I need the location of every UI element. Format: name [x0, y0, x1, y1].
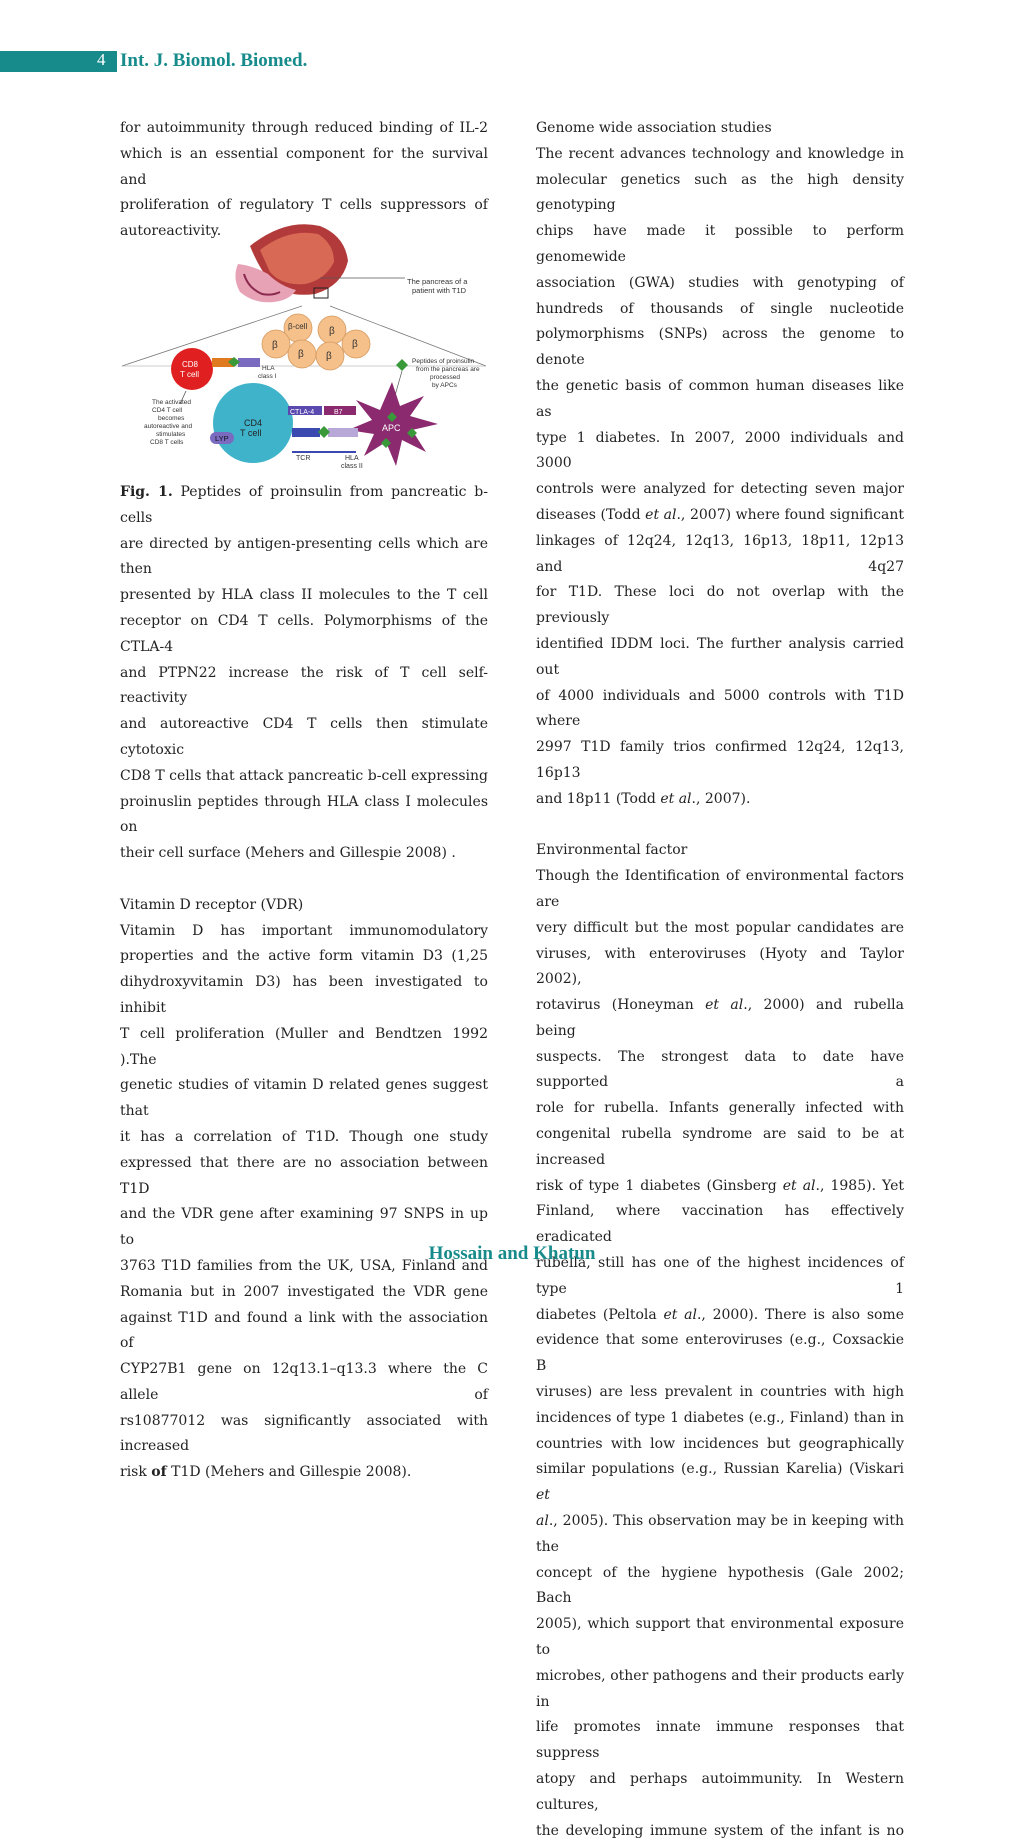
peptides-label: from the pancreas are — [416, 366, 480, 373]
caption-line: are directed by antigen-presenting cells which are then — [120, 535, 488, 578]
peptides-label: by APCs — [432, 382, 457, 389]
text-line: linkages of 12q24, 12q13, 16p13, 18p11, 12p13 and 4q27 — [536, 532, 904, 575]
pancreas-label: The pancreas of a — [407, 277, 468, 286]
text-line: incidences of type 1 diabetes (e.g., Finland) than in — [536, 1409, 904, 1426]
beta-label: β — [272, 340, 278, 351]
text-line: viruses, with enteroviruses (Hyoty and Taylor 2002), — [536, 945, 904, 988]
text-line: dihydroxyvitamin D3) has been investigated to inhibit — [120, 974, 488, 1016]
apc-label: APC — [382, 423, 401, 433]
hla1-label: class I — [258, 373, 277, 380]
text-line: polymorphisms (SNPs) across the genome to denote — [536, 326, 904, 369]
text-line: it has a correlation of T1D. Though one study — [120, 1128, 488, 1145]
text-line: molecular genetics such as the high density genotyping — [536, 171, 904, 214]
text-line: congenital rubella syndrome are said to be at increased — [536, 1126, 904, 1168]
text-line: 3763 T1D families from the UK, USA, Finland and — [120, 1257, 488, 1274]
text-line: and the VDR gene after examining 97 SNPS in up to — [120, 1206, 488, 1249]
activated-label: becomes — [158, 415, 185, 422]
activated-label: CD4 T cell — [152, 407, 183, 414]
text-line: suspects. The strongest data to date have supported a — [536, 1048, 904, 1091]
text-line: the developing immune system of the infant is no — [536, 1822, 904, 1839]
peptide-icon — [396, 359, 408, 371]
section-heading-gwas: Genome wide association studies — [536, 120, 772, 136]
text-line: proliferation of regulatory T cells suppressors of — [120, 197, 488, 214]
cd4-label: T cell — [240, 428, 262, 438]
cd4-label: CD4 — [244, 418, 263, 428]
caption-line: Fig. 1. Peptides of proinsulin from pancreatic b-cells — [120, 484, 488, 526]
text-line: countries with low incidences but geographically — [536, 1435, 904, 1452]
text-line: risk of type 1 diabetes (Ginsberg et al., 1985). Yet — [536, 1177, 904, 1194]
hla2-label: class II — [341, 463, 363, 470]
text-line: concept of the hygiene hypothesis (Gale 2002; Bach — [536, 1564, 904, 1607]
hla-class-i-receptor — [238, 358, 260, 367]
right-column — [536, 116, 904, 1844]
beta-label: β — [352, 339, 358, 350]
caption-line: presented by HLA class II molecules to the T cell — [120, 587, 488, 604]
text-line: rs10877012 was significantly associated with increased — [120, 1412, 488, 1455]
caption-line: proinuslin peptides through HLA class I molecules on — [120, 793, 488, 836]
lyp-label: LYP — [215, 434, 229, 443]
section-heading-environmental: Environmental factor — [536, 842, 688, 859]
text-line: evidence that some enteroviruses (e.g., Coxsackie B — [536, 1332, 904, 1375]
text-line: microbes, other pathogens and their products early in — [536, 1667, 904, 1710]
text-line: rotavirus (Honeyman et al., 2000) and rubella being — [536, 997, 904, 1039]
text-line: role for rubella. Infants generally infected with — [536, 1100, 904, 1117]
text-line: chips have made it possible to perform genomewide — [536, 223, 904, 265]
tcr-label: TCR — [296, 455, 311, 462]
text-line: Though the Identification of environmental factors are — [536, 868, 904, 910]
cd8-label: CD8 — [182, 360, 199, 369]
activated-label: CD8 T cells — [150, 439, 184, 446]
journal-title: Int. J. Biomol. Biomed. — [120, 50, 308, 71]
figure-label: Fig. 1. — [120, 484, 173, 500]
cd8-t-cell — [171, 348, 213, 390]
text-line: which is an essential component for the survival and — [120, 145, 488, 188]
text-line: very difficult but the most popular candidates are — [536, 919, 904, 936]
text-line: diseases (Todd et al., 2007) where found significant — [536, 506, 904, 523]
text-line: hundreds of thousands of single nucleotide — [536, 300, 904, 317]
caption-line: receptor on CD4 T cells. Polymorphisms of the CTLA-4 — [120, 612, 488, 655]
caption-line: and PTPN22 increase the risk of T cell self-reactivity — [120, 664, 488, 707]
figure-caption — [120, 480, 488, 1486]
text-line: life promotes innate immune responses that suppress — [536, 1719, 904, 1762]
hla-class-ii-bar — [328, 428, 358, 437]
text-line: against T1D and found a link with the association of — [120, 1309, 488, 1352]
beta-label: β — [326, 351, 332, 362]
caption-line: their cell surface (Mehers and Gillespie 2008) . — [120, 845, 456, 862]
text-line: controls were analyzed for detecting seven major — [536, 481, 904, 498]
text-line: The recent advances technology and knowledge in — [536, 145, 904, 162]
page-number: 4 — [97, 50, 106, 69]
caption-line: and autoreactive CD4 T cells then stimulate cytotoxic — [120, 716, 488, 758]
figure-1 — [120, 216, 488, 474]
text-line: type 1 diabetes. In 2007, 2000 individuals and 3000 — [536, 429, 904, 472]
text-line: identified IDDM loci. The further analysis carried out — [536, 635, 904, 678]
text-line: properties and the active form vitamin D3 (1,25 — [120, 948, 488, 965]
text-line: and 18p11 (Todd et al., 2007). — [536, 790, 751, 807]
text-line: genetic studies of vitamin D related genes suggest that — [120, 1077, 488, 1120]
beta-label: β — [329, 326, 335, 337]
text-line: viruses) are less prevalent in countries with high — [536, 1384, 904, 1401]
text-line: expressed that there are no association between T1D — [120, 1154, 488, 1197]
text-line: 2997 T1D family trios confirmed 12q24, 12q13, 16p13 — [536, 739, 904, 781]
text-line: atopy and perhaps autoimmunity. In Western cultures, — [536, 1771, 904, 1813]
activated-label: stimulates — [156, 431, 186, 438]
text-line: of 4000 individuals and 5000 controls with T1D where — [536, 687, 904, 730]
section-heading-vdr: Vitamin D receptor (VDR) — [120, 896, 304, 913]
text-line: risk of T1D (Mehers and Gillespie 2008). — [120, 1464, 412, 1481]
activated-label: autoreactive and — [144, 423, 193, 430]
cd8-label: T cell — [180, 370, 199, 379]
text-line: Finland, where vaccination has effectively eradicated — [536, 1203, 904, 1246]
text-line: T cell proliferation (Muller and Bendtzen 1992 ).The — [120, 1025, 488, 1068]
text-line: similar populations (e.g., Russian Karelia) (Viskari et — [536, 1461, 904, 1504]
activated-label: The activated — [152, 399, 192, 406]
text-line: association (GWA) studies with genotyping of — [536, 274, 904, 291]
hla2-label: HLA — [345, 455, 359, 462]
pancreas-label: patient with T1D — [412, 286, 467, 295]
text-line: Romania but in 2007 investigated the VDR gene — [120, 1283, 488, 1300]
text-line: 2005), which support that environmental exposure to — [536, 1616, 904, 1659]
text-line: rubella, still has one of the highest incidences of type 1 — [536, 1255, 904, 1297]
caption-line: CD8 T cells that attack pancreatic b-cell expressing — [120, 767, 488, 784]
text-line: autoreactivity. — [120, 223, 222, 240]
peptides-label: processed — [430, 374, 460, 381]
tcr-bar — [292, 428, 320, 437]
beta-cell-label: β-cell — [288, 322, 308, 331]
footer-authors: Hossain and Khatun — [428, 1243, 596, 1264]
text-line: the genetic basis of common human diseases like as — [536, 377, 904, 420]
text-line: diabetes (Peltola et al., 2000). There is also some — [536, 1306, 904, 1323]
ctla4-label: CTLA-4 — [290, 409, 315, 416]
text-line: for autoimmunity through reduced binding of IL-2 — [120, 120, 488, 136]
text-line: al., 2005). This observation may be in keeping with the — [536, 1513, 904, 1555]
peptides-label: Peptides of proinsulin — [412, 358, 475, 365]
b7-label: B7 — [334, 409, 343, 416]
pancreas-illustration — [235, 224, 405, 302]
text-line: for T1D. These loci do not overlap with the previously — [536, 584, 904, 627]
beta-label: β — [298, 349, 304, 360]
hla1-label: HLA — [262, 365, 275, 372]
text-line: Vitamin D has important immunomodulatory — [120, 922, 488, 939]
text-line: CYP27B1 gene on 12q13.1–q13.3 where the C allele of — [120, 1361, 488, 1403]
figure-diagram — [120, 216, 488, 474]
